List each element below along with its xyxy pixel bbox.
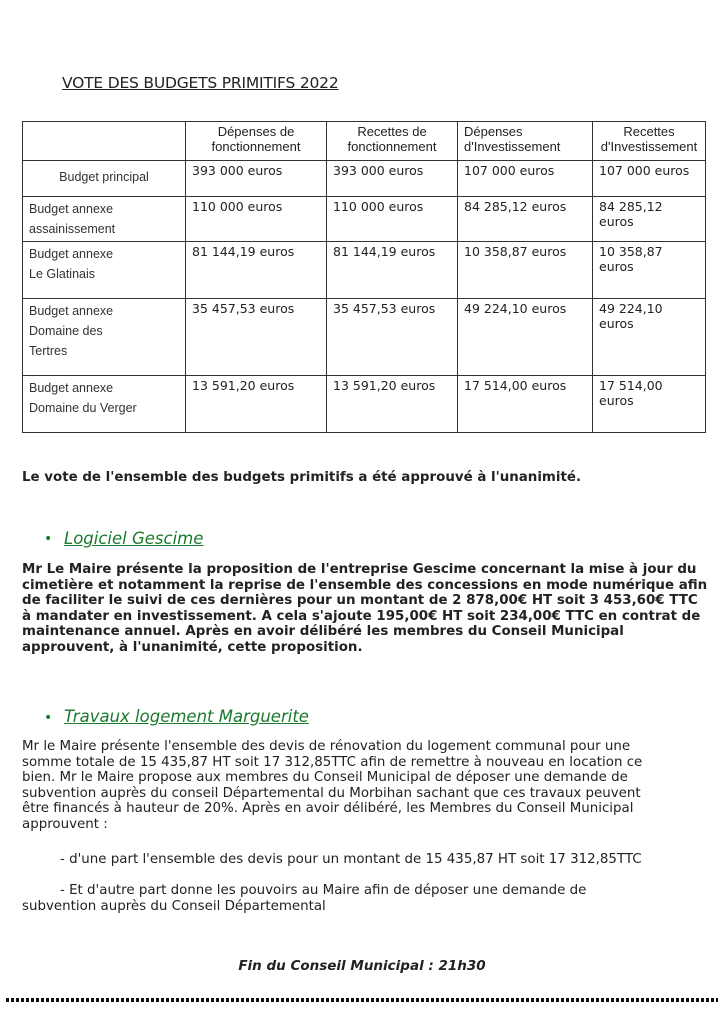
table-row [23, 242, 706, 299]
paragraph-line: de faciliter le suivi de ces dernières pour un montant de 2 878,00€ HT soit 3 453,60€ TTC [22, 593, 698, 608]
table-cell: 17 514,00 euros [458, 376, 593, 433]
table-cell: 81 144,19 euros [186, 242, 327, 299]
paragraph-line: somme totale de 15 435,87 HT soit 17 312,85TTC afin de remettre à nouveau en location ce [22, 754, 643, 770]
table-header-cell: Recettes d'Investissement [593, 122, 706, 161]
vote-statement: Le vote de l'ensemble des budgets primitifs a été approuvé à l'unanimité. [22, 470, 582, 485]
table-cell: 10 358,87 euros [458, 242, 593, 299]
table-cell: 110 000 euros [327, 197, 458, 242]
section-heading-travaux: Travaux logement Marguerite [64, 707, 309, 726]
paragraph-line: cimetière et notamment la reprise de l'ensemble des concessions en mode numérique afin [22, 577, 708, 593]
paragraph-line: maintenance annuel. Après en avoir délibéré les membres du Conseil Municipal [22, 624, 624, 639]
table-cell: 84 285,12 euros [593, 197, 706, 242]
table-row [23, 376, 706, 433]
table-row [23, 197, 706, 242]
table-cell: 49 224,10 euros [458, 299, 593, 376]
paragraph-travaux [22, 739, 712, 832]
table-header-cell: Recettes de fonctionnement [327, 122, 458, 161]
paragraph-line: Mr le Maire présente l'ensemble des devis de rénovation du logement communal pour une [22, 739, 631, 754]
table-header-row [23, 122, 706, 161]
table-cell: 107 000 euros [593, 161, 706, 197]
table-cell: 13 591,20 euros [327, 376, 458, 433]
paragraph-line: à mandater en investissement. A cela s'ajoute 195,00€ HT soit 234,00€ TTC en contrat de [22, 608, 701, 624]
paragraph-line: bien. Mr le Maire propose aux membres du Conseil Municipal de déposer une demande de [22, 770, 628, 785]
page-title: VOTE DES BUDGETS PRIMITIFS 2022 [62, 74, 339, 92]
table-row [23, 161, 706, 197]
table-cell: 107 000 euros [458, 161, 593, 197]
table-cell: 393 000 euros [186, 161, 327, 197]
list-item: - d'une part l'ensemble des devis pour un montant de 15 435,87 HT soit 17 312,85TTC [60, 852, 642, 867]
row-label: Budget principal [23, 161, 186, 197]
table-header-cell: Dépenses de fonctionnement [186, 122, 327, 161]
table-row [23, 299, 706, 376]
paragraph-line: Mr Le Maire présente la proposition de l'entreprise Gescime concernant la mise à jour du [22, 562, 697, 577]
row-label: Budget annexe Domaine du Verger [23, 376, 186, 433]
table-cell: 35 457,53 euros [327, 299, 458, 376]
row-label: Budget annexe Domaine des Tertres [23, 299, 186, 376]
paragraph-line: subvention auprès du conseil Départemental du Morbihan sachant que ces travaux peuvent [22, 785, 641, 801]
paragraph-line: approuvent : [22, 816, 108, 832]
table-header-cell [23, 122, 186, 161]
table-cell: 17 514,00 euros [593, 376, 706, 433]
table-cell: 49 224,10 euros [593, 299, 706, 376]
table-cell: 10 358,87 euros [593, 242, 706, 299]
budget-table [22, 121, 706, 433]
table-header-cell: Dépenses d'Investissement [458, 122, 593, 161]
bullet-icon: • [44, 710, 53, 726]
paragraph-line: approuvent, à l'unanimité, cette proposition. [22, 639, 363, 655]
table-cell: 81 144,19 euros [327, 242, 458, 299]
table-cell: 13 591,20 euros [186, 376, 327, 433]
section-heading-gescime: Logiciel Gescime [64, 529, 204, 548]
table-cell: 393 000 euros [327, 161, 458, 197]
row-label: Budget annexe assainissement [23, 197, 186, 242]
list-item-continuation: subvention auprès du Conseil Départemental [22, 899, 326, 914]
list-item: - Et d'autre part donne les pouvoirs au Maire afin de déposer une demande de [60, 883, 587, 898]
bullet-icon: • [44, 531, 53, 547]
paragraph-gescime [22, 562, 712, 655]
paragraph-line: être financés à hauteur de 20%. Après en avoir délibéré, les Membres du Conseil Municipal [22, 801, 634, 816]
table-cell: 35 457,53 euros [186, 299, 327, 376]
table-cell: 84 285,12 euros [458, 197, 593, 242]
row-label: Budget annexe Le Glatinais [23, 242, 186, 299]
dotted-separator [0, 997, 724, 1003]
table-cell: 110 000 euros [186, 197, 327, 242]
meeting-end: Fin du Conseil Municipal : 21h30 [238, 958, 486, 974]
